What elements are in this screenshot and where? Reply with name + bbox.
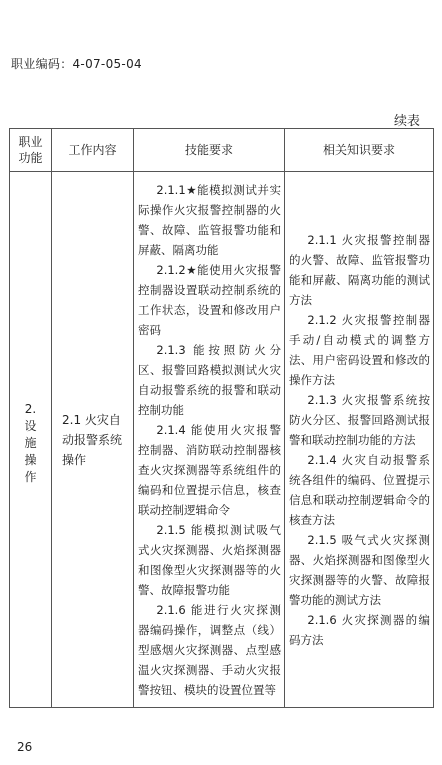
header-function: 职业 功能 [10,129,52,172]
skill-item: 2.1.3 能按照防火分区、报警回路模拟测试火灾自动报警系统的报警和联动控制功能 [138,342,281,417]
knowledge-cell [285,172,434,708]
knowledge-item: 2.1.6 火灾探测器的编码方法 [289,612,430,647]
knowledge-item: 2.1.3 火灾报警系统按防火分区、报警回路测试报警和联动控制功能的方法 [289,392,430,447]
skill-item: 2.1.1★能模拟测试并实际操作火灾报警控制器的火警、故障、监管报警功能和屏蔽、隔离功能 [138,182,281,257]
skill-item: 2.1.5 能模拟测试吸气式火灾探测器、火焰探测器和图像型火灾探测器等的火警、故障报警功能 [138,522,281,597]
skill-item: 2.1.2★能使用火灾报警控制器设置联动控制系统的工作状态，设置和修改用户密码 [138,262,281,337]
table-row [10,172,434,708]
table-header-row [10,129,434,172]
header-knowledge-requirements: 相关知识要求 [285,129,434,172]
knowledge-item: 2.1.4 火灾自动报警系统各组件的编码、位置提示信息和联动控制逻辑命令的核查方法 [289,452,430,527]
page-number: 26 [17,740,33,754]
skill-item: 2.1.6 能进行火灾探测器编码操作，调整点（线）型感烟火灾探测器、点型感温火灾探测器、手动火灾报警按钮、模块的设置位置等 [138,602,281,697]
occupation-code: 职业编码：4-07-05-04 [11,57,142,71]
skills-cell [134,172,285,708]
knowledge-item: 2.1.1 火灾报警控制器的火警、故障、监管报警功能和屏蔽、隔离功能的测试方法 [289,232,430,307]
knowledge-item: 2.1.2 火灾报警控制器手动/自动模式的调整方法、用户密码设置和修改的操作方法 [289,312,430,387]
occupational-standard-table [9,128,434,708]
skill-item: 2.1.4 能使用火灾报警控制器、消防联动控制器核查火灾探测器等系统组件的编码和位置提示信息，核查联动控制逻辑命令 [138,422,281,517]
knowledge-item: 2.1.5 吸气式火灾探测器、火焰探测器和图像型火灾探测器等的火警、故障报警功能的测试方法 [289,532,430,607]
continued-label: 续表 [393,114,420,129]
function-cell [10,172,52,708]
header-work-content: 工作内容 [52,129,134,172]
header-skill-requirements: 技能要求 [134,129,285,172]
work-content-cell: 2.1 火灾自动报警系统操作 [52,172,134,708]
function-text: 2. 设施操作 [24,401,37,484]
